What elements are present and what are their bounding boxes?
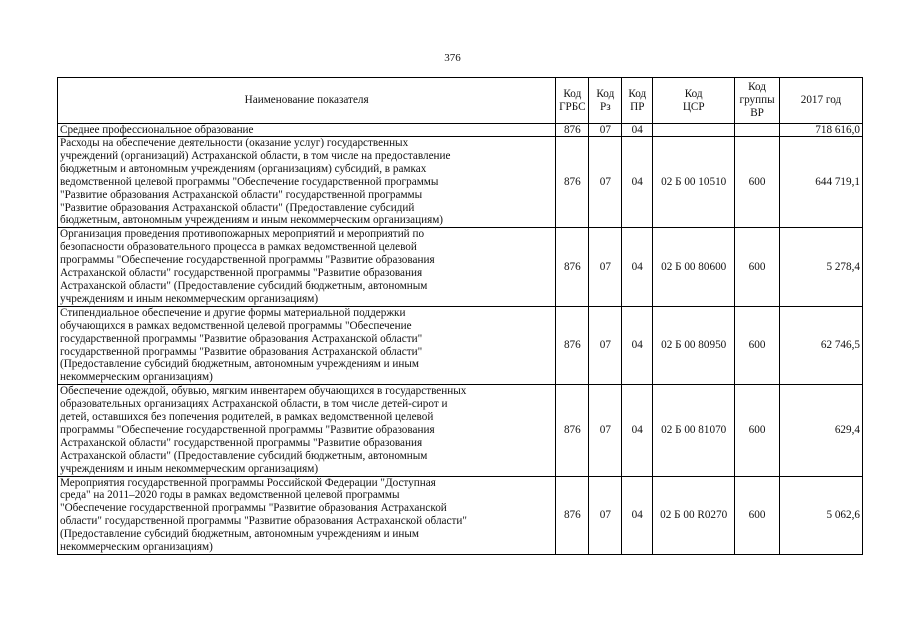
row-vr: 600 [735, 306, 780, 384]
row-name-line: программы "Обеспечение государственной программы "Развитие образования [60, 254, 435, 267]
row-grbs: 876 [556, 306, 589, 384]
row-csr: 02 Б 00 10510 [653, 137, 735, 228]
summary-rz: 07 [589, 124, 622, 137]
row-csr: 02 Б 00 81070 [653, 385, 735, 476]
header-name: Наименование показателя [58, 78, 556, 124]
row-name-line: детей, оставшихся без попечения родителей, в рамках ведомственной целевой [60, 411, 434, 424]
row-name-line: некоммерческим организациям) [60, 541, 213, 554]
row-sum: 5 278,4 [779, 228, 862, 306]
row-name-line: (Предоставление субсидий бюджетным, автономным учреждениям и иным [60, 358, 419, 371]
budget-table [57, 77, 863, 555]
row-rz: 07 [589, 476, 622, 554]
row-rz: 07 [589, 228, 622, 306]
row-name-line: Расходы на обеспечение деятельности (оказание услуг) государственных [60, 137, 409, 149]
row-name-line: безопасности образовательного процесса в рамках ведомственной целевой [60, 241, 417, 254]
row-pr: 04 [622, 137, 653, 228]
row-pr: 04 [622, 385, 653, 476]
row-name-line: бюджетным, автономным учреждениям и иным некоммерческим организациям) [60, 214, 444, 227]
row-name-line: государственной программы "Развитие образования Астраханской области" [60, 332, 423, 345]
row-name-line: "Развитие образования Астраханской области" государственной программы [60, 188, 423, 201]
summary-grbs: 876 [556, 124, 589, 137]
header-rz: Код Рз [589, 78, 622, 124]
row-name-line: "Развитие образования Астраханской области" (Предоставление субсидий [60, 201, 415, 214]
row-name [58, 228, 556, 306]
row-grbs: 876 [556, 385, 589, 476]
header-sum: 2017 год [779, 78, 862, 124]
row-pr: 04 [622, 476, 653, 554]
row-name-line: Мероприятия государственной программы Российской Федерации "Доступная [60, 476, 436, 489]
row-grbs: 876 [556, 137, 589, 228]
row-csr: 02 Б 00 R0270 [653, 476, 735, 554]
row-name-line: среда" на 2011–2020 годы в рамках ведомственной целевой программы [60, 489, 400, 502]
page-number: 376 [444, 52, 461, 64]
row-pr: 04 [622, 228, 653, 306]
row-name-line: ведомственной целевой программы "Обеспечение государственной программы [60, 175, 439, 188]
row-name-line: Организация проведения противопожарных мероприятий и мероприятий по [60, 228, 425, 241]
row-name [58, 476, 556, 554]
header-csr: Код ЦСР [653, 78, 735, 124]
table-row [58, 228, 863, 306]
row-name-line: Астраханской области" (Предоставление субсидий бюджетным, автономным [60, 279, 428, 292]
table-row [58, 476, 863, 554]
table-row [58, 306, 863, 384]
row-name [58, 385, 556, 476]
row-sum: 5 062,6 [779, 476, 862, 554]
header-grbs: Код ГРБС [556, 78, 589, 124]
row-name-line: учреждений (организаций) Астраханской области, в том числе на предоставление [60, 149, 451, 162]
row-sum: 644 719,1 [779, 137, 862, 228]
row-grbs: 876 [556, 476, 589, 554]
row-name-line: образовательных организациях Астраханской области, в том числе детей-сирот и [60, 398, 448, 411]
summary-csr [653, 124, 735, 137]
header-vr: Код группы ВР [735, 78, 780, 124]
row-rz: 07 [589, 306, 622, 384]
row-csr: 02 Б 00 80950 [653, 306, 735, 384]
row-name-line: некоммерческим организациям) [60, 371, 213, 384]
row-name-line: Стипендиальное обеспечение и другие формы материальной поддержки [60, 306, 406, 319]
table-header-row [58, 78, 863, 124]
row-name-line: Астраханской области" (Предоставление субсидий бюджетным, автономным [60, 449, 428, 462]
row-name-line: Астраханской области" государственной программы "Развитие образования [60, 267, 423, 280]
row-grbs: 876 [556, 228, 589, 306]
row-name-line: обучающихся в рамках ведомственной целевой программы "Обеспечение [60, 319, 412, 332]
row-rz: 07 [589, 137, 622, 228]
row-vr: 600 [735, 137, 780, 228]
row-rz: 07 [589, 385, 622, 476]
summary-sum: 718 616,0 [779, 124, 862, 137]
row-name-line: программы "Обеспечение государственной программы "Развитие образования [60, 423, 435, 436]
summary-row [58, 124, 863, 137]
row-name-line: (Предоставление субсидий бюджетным, автономным учреждениям и иным [60, 528, 419, 541]
header-pr: Код ПР [622, 78, 653, 124]
row-name-line: государственной программы "Развитие образования Астраханской области" [60, 345, 423, 358]
row-vr: 600 [735, 228, 780, 306]
row-sum: 62 746,5 [779, 306, 862, 384]
row-vr: 600 [735, 476, 780, 554]
row-name-line: учреждениям и иным некоммерческим организациям) [60, 462, 319, 475]
summary-vr [735, 124, 780, 137]
row-name-line: бюджетным и автономным учреждениям (организациям) субсидий, в рамках [60, 162, 427, 175]
row-csr: 02 Б 00 80600 [653, 228, 735, 306]
row-name-line: Обеспечение одеждой, обувью, мягким инвентарем обучающихся в государственных [60, 385, 467, 398]
summary-pr: 04 [622, 124, 653, 137]
row-name [58, 137, 556, 228]
table-row [58, 137, 863, 228]
summary-name: Среднее профессиональное образование [58, 124, 556, 137]
row-name-line: учреждениям и иным некоммерческим организациям) [60, 292, 319, 305]
row-vr: 600 [735, 385, 780, 476]
row-name-line: Астраханской области" государственной программы "Развитие образования [60, 436, 423, 449]
table-row [58, 385, 863, 476]
row-name [58, 306, 556, 384]
row-sum: 629,4 [779, 385, 862, 476]
row-name-line: "Обеспечение государственной программы "Развитие образования Астраханской [60, 502, 447, 515]
row-name-line: области" государственной программы "Развитие образования Астраханской области" [60, 515, 467, 528]
row-pr: 04 [622, 306, 653, 384]
